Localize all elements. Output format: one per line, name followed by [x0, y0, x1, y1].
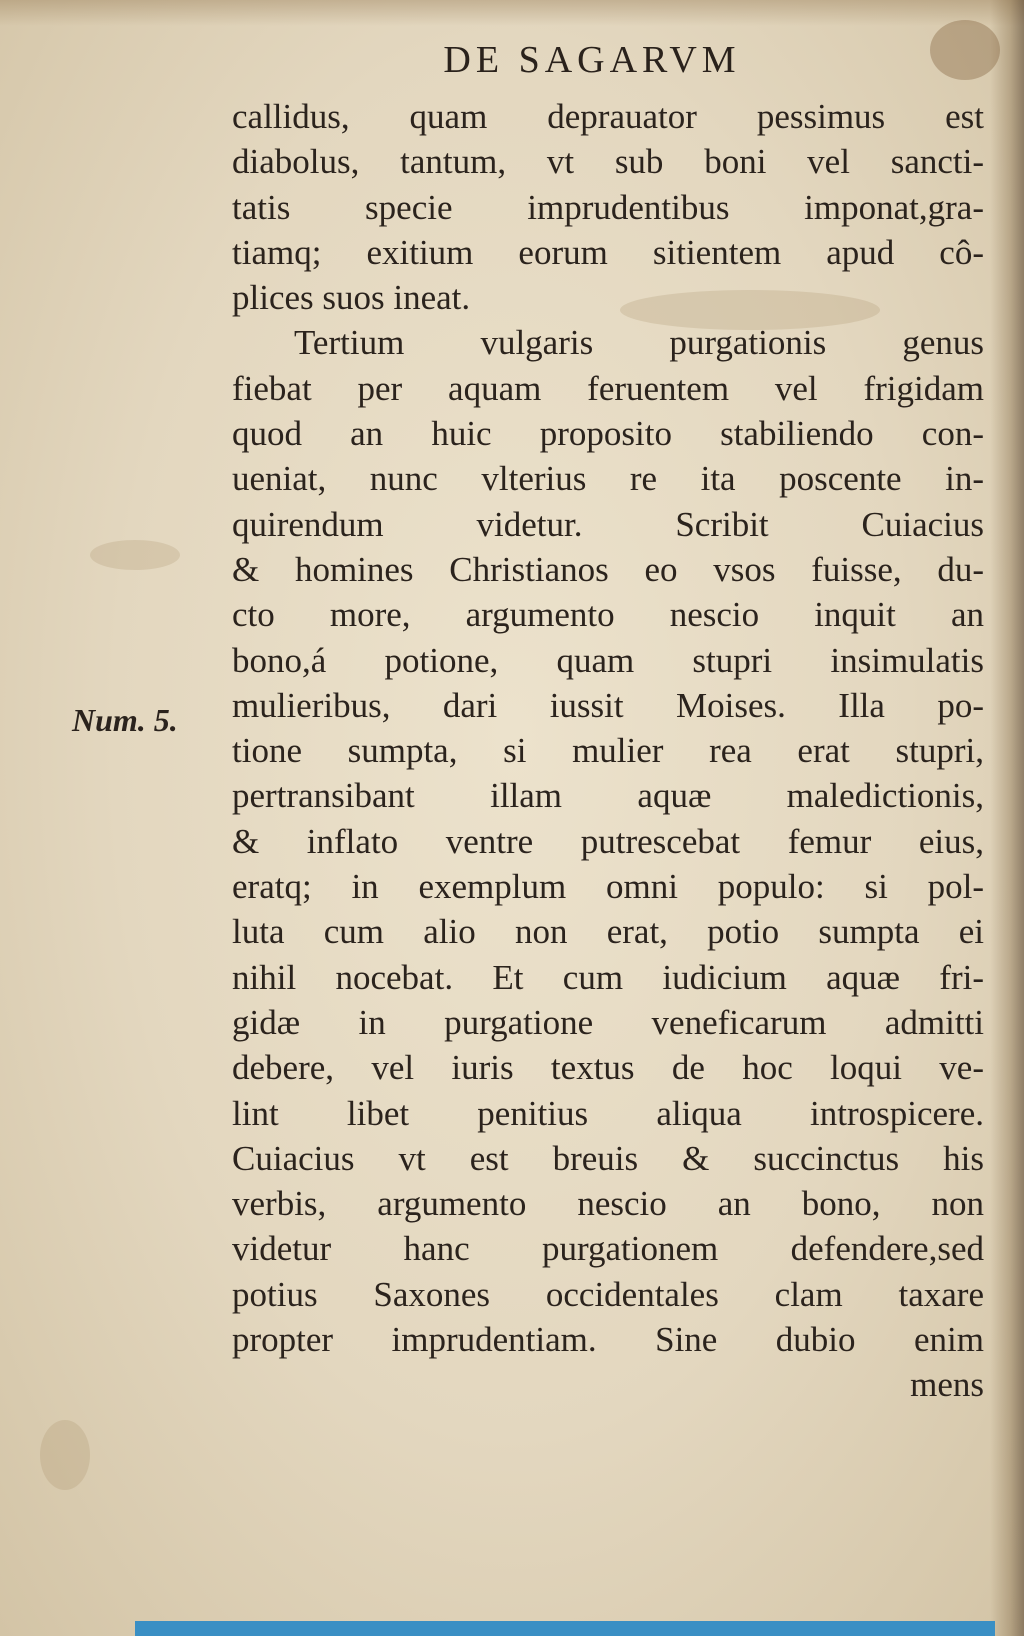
running-header: DE SAGARVM [443, 39, 741, 81]
margin-note: Num. 5. [72, 702, 178, 738]
body-text [232, 94, 984, 1408]
text-line: Cuiacius vt est breuis & succinctus his [232, 1138, 984, 1178]
text-line: lint libet penitius aliqua introspicere. [232, 1093, 984, 1133]
text-line: fiebat per aquam feruentem vel frigidam [232, 368, 984, 408]
text-line: tiamq; exitium eorum sitientem apud cô- [232, 232, 984, 272]
catchword: mens [910, 1365, 984, 1405]
text-line: & inflato ventre putrescebat femur eius, [232, 821, 984, 861]
text-line: Tertium vulgaris purgationis genus [294, 323, 984, 363]
text-line: propter imprudentiam. Sine dubio enim [232, 1320, 984, 1360]
page-right-edge [990, 0, 1024, 1636]
text-line: quirendum videtur. Scribit Cuiacius [232, 504, 984, 544]
scan-edge-strip [135, 1621, 995, 1636]
text-line: quod an huic proposito stabiliendo con- [232, 414, 984, 454]
text-line: pertransibant illam aquæ maledictionis, [232, 776, 984, 816]
text-line: callidus, quam deprauator pessimus est [232, 97, 984, 136]
text-line: debere, vel iuris textus de hoc loqui ve- [232, 1048, 984, 1088]
text-line: bono,á potione, quam stupri insimulatis [232, 640, 984, 680]
text-line: luta cum alio non erat, potio sumpta ei [232, 912, 984, 952]
text-line: potius Saxones occidentales clam taxare [232, 1274, 984, 1314]
text-line: verbis, argumento nescio an bono, non [232, 1184, 984, 1224]
text-line: cto more, argumento nescio inquit an [232, 595, 984, 635]
text-line: eratq; in exemplum omni populo: si pol- [232, 867, 984, 907]
text-line: nihil nocebat. Et cum iudicium aquæ fri- [232, 957, 984, 997]
text-line: plices suos ineat. [232, 278, 471, 318]
paper-stain [90, 540, 180, 570]
paper-stain [40, 1420, 90, 1490]
text-line: diabolus, tantum, vt sub boni vel sancti- [232, 142, 984, 182]
text-line: ueniat, nunc vlterius re ita poscente in- [232, 459, 984, 499]
text-line: mulieribus, dari iussit Moises. Illa po- [232, 685, 984, 725]
text-line: gidæ in purgatione veneficarum admitti [232, 1002, 984, 1042]
page-top-shadow [0, 0, 1024, 26]
text-line: tatis specie imprudentibus imponat,gra- [232, 187, 984, 227]
text-line: tione sumpta, si mulier rea erat stupri, [232, 731, 984, 771]
text-line: videtur hanc purgationem defendere,sed [232, 1229, 984, 1269]
text-line: & homines Christianos eo vsos fuisse, du- [232, 549, 984, 589]
